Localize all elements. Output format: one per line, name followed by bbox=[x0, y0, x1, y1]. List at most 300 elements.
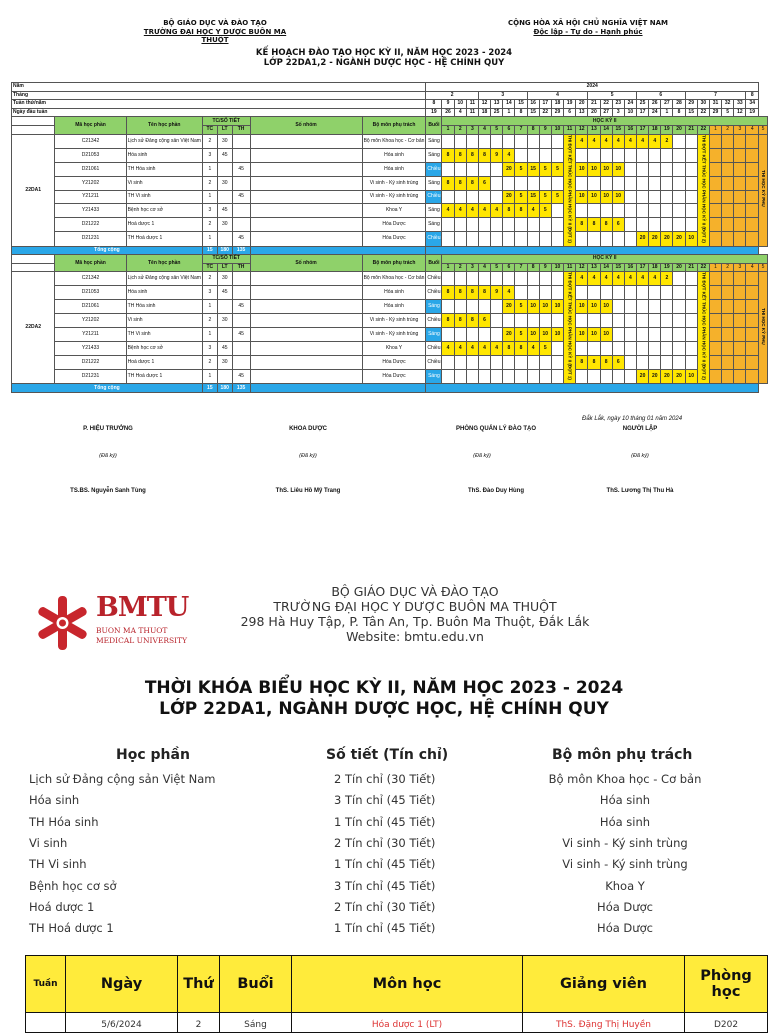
week-hours-cell: 20 bbox=[637, 370, 649, 384]
week-hours-cell: 10 bbox=[612, 190, 624, 204]
course-dept: Hóa Dược bbox=[362, 218, 426, 232]
course-code: D21222 bbox=[55, 218, 126, 232]
logo-sub-line2: MEDICAL UNIVERSITY bbox=[96, 636, 188, 645]
col-header-dept: Bộ môn phụ trách bbox=[362, 255, 426, 272]
course-credits: 1 bbox=[202, 162, 217, 176]
month-row bbox=[12, 91, 768, 100]
subject-name: Hoá dược 1 bbox=[29, 899, 95, 914]
week-hours-cell: 5 bbox=[515, 300, 527, 314]
semester-week-cell: 17 bbox=[637, 125, 649, 134]
week-hours-cell bbox=[673, 272, 685, 286]
school-name: TRƯỜNG ĐẠI HỌC Y DƯỢC BUÔN MA THUỘT bbox=[143, 28, 287, 44]
week-number-cell: 21 bbox=[588, 100, 600, 109]
week-number-cell: 24 bbox=[624, 100, 636, 109]
row-label: Năm bbox=[12, 83, 426, 92]
week-hours-cell: 5 bbox=[539, 162, 551, 176]
week-start-cell: 10 bbox=[624, 108, 636, 117]
course-session: Chiều bbox=[426, 314, 442, 328]
week-hours-cell bbox=[673, 314, 685, 328]
week-start-cell: 26 bbox=[442, 108, 454, 117]
week-number-cell: 18 bbox=[551, 100, 563, 109]
col-header-sub: LT bbox=[217, 263, 232, 272]
course-dept: Khoa Y bbox=[362, 204, 426, 218]
course-code: Y21211 bbox=[55, 190, 126, 204]
summer-week-cell bbox=[722, 356, 734, 370]
week-start-cell: 11 bbox=[466, 108, 478, 117]
week-hours-cell: 8 bbox=[442, 148, 454, 162]
week-hours-cell: 10 bbox=[600, 300, 612, 314]
week-hours-cell: 20 bbox=[673, 232, 685, 246]
week-number-cell: 9 bbox=[442, 100, 454, 109]
col-header-name: Tên học phần bbox=[126, 255, 202, 272]
course-row bbox=[12, 328, 768, 342]
week-hours-cell bbox=[527, 314, 539, 328]
week-hours-cell: 10 bbox=[685, 232, 697, 246]
week-hours-cell: 4 bbox=[588, 134, 600, 148]
semester-week-cell: 8 bbox=[527, 125, 539, 134]
week-hours-cell bbox=[503, 218, 515, 232]
week-start-cell: 20 bbox=[588, 108, 600, 117]
week-start-cell: 13 bbox=[576, 108, 588, 117]
week-hours-cell bbox=[539, 286, 551, 300]
semester-week-cell: 18 bbox=[649, 125, 661, 134]
week-hours-cell bbox=[673, 328, 685, 342]
week-hours-cell bbox=[551, 342, 563, 356]
country-slogan: Độc lập - Tự do - Hạnh phúc bbox=[533, 28, 643, 36]
exam-period-1-label: THI ĐỢT KẾT THÚC HỌC PHẦN HỌC KỲ II (ĐỢT 1) bbox=[567, 272, 573, 381]
course-session: Sáng bbox=[426, 134, 442, 148]
week-hours-cell bbox=[454, 190, 466, 204]
semester-week-cell: 12 bbox=[576, 125, 588, 134]
week-hours-cell bbox=[478, 300, 490, 314]
total-value: 180 bbox=[217, 246, 232, 255]
timetable-title-line2: LỚP 22DA1, NGÀNH DƯỢC HỌC, HỆ CHÍNH QUY bbox=[159, 699, 609, 719]
semester-week-cell: 3 bbox=[734, 263, 746, 272]
week-start-cell: 22 bbox=[697, 108, 709, 117]
week-hours-cell bbox=[673, 190, 685, 204]
website-line: Website: bmtu.edu.vn bbox=[346, 629, 484, 644]
week-hours-cell bbox=[673, 148, 685, 162]
summer-week-cell bbox=[746, 218, 759, 232]
course-code: Y21433 bbox=[55, 204, 126, 218]
row-label: Tháng bbox=[12, 91, 426, 100]
week-hours-cell bbox=[551, 218, 563, 232]
week-hours-cell bbox=[442, 162, 454, 176]
course-theory: 30 bbox=[217, 176, 232, 190]
week-hours-cell bbox=[551, 370, 563, 384]
week-hours-cell bbox=[661, 314, 673, 328]
col-header-groups: Số nhóm bbox=[250, 255, 362, 272]
summer-week-cell bbox=[722, 328, 734, 342]
week-hours-cell: 8 bbox=[454, 286, 466, 300]
summer-exam-label: THI HỌC KỲ PHỤ bbox=[761, 307, 766, 345]
course-dept: Vi sinh - Ký sinh trùng bbox=[362, 314, 426, 328]
summer-week-cell bbox=[709, 370, 721, 384]
course-row bbox=[12, 134, 768, 148]
year-cell: 2024 bbox=[426, 83, 759, 92]
summer-week-cell bbox=[722, 300, 734, 314]
week-hours-cell bbox=[685, 342, 697, 356]
week-hours-cell: 4 bbox=[576, 272, 588, 286]
course-code: C21342 bbox=[55, 272, 126, 286]
week-hours-cell: 4 bbox=[527, 342, 539, 356]
summer-week-cell bbox=[722, 272, 734, 286]
week-hours-cell bbox=[551, 314, 563, 328]
schedule-header-row bbox=[26, 956, 768, 1013]
week-hours-cell bbox=[551, 134, 563, 148]
week-hours-cell bbox=[491, 134, 503, 148]
total-value: 15 bbox=[202, 384, 217, 393]
subject-credits: 3 Tín chỉ (45 Tiết) bbox=[334, 878, 436, 893]
subject-row bbox=[0, 879, 768, 899]
week-hours-cell bbox=[624, 190, 636, 204]
week-hours-cell bbox=[673, 218, 685, 232]
week-hours-cell: 10 bbox=[600, 328, 612, 342]
subject-row bbox=[0, 772, 768, 792]
total-blank bbox=[426, 384, 759, 393]
week-hours-cell: 8 bbox=[503, 342, 515, 356]
week-hours-cell bbox=[637, 204, 649, 218]
timetable-title-line1: THỜI KHÓA BIỂU HỌC KỲ II, NĂM HỌC 2023 - 2024 bbox=[144, 678, 624, 698]
semester-week-cell: 16 bbox=[624, 125, 636, 134]
week-hours-cell bbox=[661, 286, 673, 300]
total-value: 135 bbox=[232, 384, 250, 393]
month-cell: 7 bbox=[685, 91, 746, 100]
week-start-cell: 15 bbox=[527, 108, 539, 117]
week-hours-cell bbox=[637, 314, 649, 328]
week-hours-cell: 20 bbox=[649, 232, 661, 246]
week-hours-cell: 8 bbox=[600, 356, 612, 370]
week-hours-cell: 4 bbox=[588, 272, 600, 286]
course-dept: Bộ môn Khoa học - Cơ bản bbox=[362, 134, 426, 148]
course-practice: 45 bbox=[232, 162, 250, 176]
week-hours-cell bbox=[612, 300, 624, 314]
signer-name: ThS. Đào Duy Hùng bbox=[468, 488, 524, 494]
week-hours-cell: 4 bbox=[576, 134, 588, 148]
semester-header: HỌC KỲ II bbox=[442, 117, 768, 126]
week-hours-cell bbox=[661, 218, 673, 232]
week-hours-cell bbox=[685, 328, 697, 342]
summer-week-cell bbox=[722, 370, 734, 384]
summer-week-cell bbox=[709, 286, 721, 300]
semester-week-cell: 21 bbox=[685, 263, 697, 272]
week-hours-cell bbox=[624, 300, 636, 314]
semester-week-cell: 9 bbox=[539, 263, 551, 272]
semester-week-cell: 20 bbox=[673, 125, 685, 134]
week-hours-cell bbox=[539, 218, 551, 232]
week-hours-cell: 4 bbox=[637, 272, 649, 286]
week-hours-cell bbox=[661, 148, 673, 162]
course-dept: Vi sinh - Ký sinh trùng bbox=[362, 190, 426, 204]
week-hours-cell: 6 bbox=[612, 218, 624, 232]
course-code: Y21202 bbox=[55, 176, 126, 190]
summer-week-cell bbox=[746, 190, 759, 204]
week-hours-cell: 5 bbox=[539, 342, 551, 356]
week-hours-cell bbox=[515, 148, 527, 162]
course-code: D21061 bbox=[55, 300, 126, 314]
course-session: Chiều bbox=[426, 286, 442, 300]
summer-week-cell bbox=[709, 218, 721, 232]
week-start-cell: 27 bbox=[600, 108, 612, 117]
week-hours-cell bbox=[637, 286, 649, 300]
course-practice: 45 bbox=[232, 328, 250, 342]
week-hours-cell: 5 bbox=[551, 190, 563, 204]
class-label: 22DA2 bbox=[12, 272, 55, 384]
col-header-dept: Bộ môn phụ trách bbox=[552, 747, 693, 763]
summer-week-cell bbox=[709, 328, 721, 342]
week-hours-cell bbox=[466, 218, 478, 232]
week-hours-cell: 5 bbox=[539, 204, 551, 218]
course-dept: Khoa Y bbox=[362, 342, 426, 356]
course-groups bbox=[250, 342, 362, 356]
signed-note: (Đã ký) bbox=[631, 453, 649, 459]
semester-week-cell: 15 bbox=[612, 125, 624, 134]
week-hours-cell bbox=[527, 134, 539, 148]
course-practice: 45 bbox=[232, 370, 250, 384]
course-name: TH Vi sinh bbox=[126, 190, 202, 204]
subject-name: Vi sinh bbox=[29, 835, 68, 850]
course-theory bbox=[217, 190, 232, 204]
week-hours-cell: 10 bbox=[539, 300, 551, 314]
schedule-cell-session: Sáng bbox=[220, 1013, 292, 1033]
summer-exam-label: THI HỌC KỲ PHỤ bbox=[761, 170, 766, 207]
school-line: TRƯỜNG ĐẠI HỌC Y DƯỢC BUÔN MA THUỘT bbox=[273, 599, 557, 614]
semester-week-cell: 7 bbox=[515, 263, 527, 272]
summer-week-cell bbox=[746, 356, 759, 370]
summer-week-cell bbox=[709, 356, 721, 370]
schedule-row bbox=[26, 1013, 768, 1033]
course-credits: 1 bbox=[202, 328, 217, 342]
schedule-header: Môn học bbox=[292, 956, 523, 1013]
semester-week-cell: 4 bbox=[746, 263, 759, 272]
week-hours-cell bbox=[588, 232, 600, 246]
week-hours-cell bbox=[600, 286, 612, 300]
exam-period-1 bbox=[564, 272, 576, 384]
semester-week-cell: 4 bbox=[478, 263, 490, 272]
schedule-cell-week bbox=[26, 1013, 66, 1033]
training-plan-table bbox=[11, 82, 768, 393]
course-theory bbox=[217, 370, 232, 384]
week-hours-cell: 4 bbox=[600, 272, 612, 286]
week-number-cell: 27 bbox=[661, 100, 673, 109]
week-hours-cell bbox=[661, 300, 673, 314]
course-practice bbox=[232, 134, 250, 148]
week-start-cell: 4 bbox=[454, 108, 466, 117]
course-groups bbox=[250, 190, 362, 204]
semester-week-cell: 4 bbox=[478, 125, 490, 134]
course-session: Chiều bbox=[426, 356, 442, 370]
subject-dept: Hóa Dược bbox=[597, 921, 653, 936]
week-hours-cell: 10 bbox=[576, 300, 588, 314]
col-header-code: Mã học phần bbox=[55, 255, 126, 272]
schedule-header: Thứ bbox=[178, 956, 220, 1013]
subject-name: Lịch sử Đảng cộng sản Việt Nam bbox=[29, 772, 216, 786]
course-name: Bệnh học cơ sở bbox=[126, 342, 202, 356]
week-start-cell: 12 bbox=[734, 108, 746, 117]
week-hours-cell bbox=[649, 286, 661, 300]
col-header-session: Buổi bbox=[426, 255, 442, 272]
week-hours-cell bbox=[503, 356, 515, 370]
week-hours-cell bbox=[673, 134, 685, 148]
week-hours-cell bbox=[661, 176, 673, 190]
week-hours-cell: 4 bbox=[637, 134, 649, 148]
role-pharmacy-faculty: KHOA DƯỢC bbox=[289, 426, 327, 432]
week-hours-cell: 10 bbox=[551, 328, 563, 342]
subject-row bbox=[0, 900, 768, 920]
week-hours-cell bbox=[466, 232, 478, 246]
semester-week-cell: 18 bbox=[649, 263, 661, 272]
course-theory bbox=[217, 162, 232, 176]
summer-week-cell bbox=[734, 218, 746, 232]
course-session: Sáng bbox=[426, 204, 442, 218]
week-hours-cell bbox=[624, 218, 636, 232]
week-number-cell: 10 bbox=[454, 100, 466, 109]
week-hours-cell bbox=[612, 314, 624, 328]
week-hours-cell: 4 bbox=[600, 134, 612, 148]
signature-date: Đắk Lắk, ngày 10 tháng 01 năm 2024 bbox=[582, 416, 683, 422]
week-hours-cell bbox=[637, 176, 649, 190]
week-hours-cell bbox=[685, 300, 697, 314]
schedule-header: Tuần bbox=[26, 956, 66, 1013]
week-hours-cell bbox=[551, 232, 563, 246]
week-hours-cell bbox=[442, 190, 454, 204]
week-hours-cell bbox=[503, 134, 515, 148]
country-motto: CỘNG HÒA XÃ HỘI CHỦ NGHĨA VIỆT NAM bbox=[507, 19, 668, 27]
week-hours-cell bbox=[685, 314, 697, 328]
course-credits: 2 bbox=[202, 134, 217, 148]
week-hours-cell bbox=[624, 314, 636, 328]
summer-week-cell bbox=[746, 328, 759, 342]
semester-week-cell: 1 bbox=[442, 263, 454, 272]
course-credits: 1 bbox=[202, 232, 217, 246]
exam-period-1 bbox=[564, 134, 576, 246]
week-hours-cell bbox=[454, 370, 466, 384]
week-hours-cell: 5 bbox=[515, 190, 527, 204]
week-hours-cell bbox=[661, 328, 673, 342]
month-cell: 3 bbox=[478, 91, 527, 100]
week-hours-cell bbox=[661, 190, 673, 204]
week-hours-cell: 8 bbox=[478, 148, 490, 162]
exam-period-2 bbox=[697, 272, 709, 384]
semester-week-cell: 5 bbox=[759, 125, 768, 134]
course-code: C21342 bbox=[55, 134, 126, 148]
week-hours-cell bbox=[478, 328, 490, 342]
course-dept: Hóa Dược bbox=[362, 370, 426, 384]
week-hours-cell bbox=[503, 232, 515, 246]
subject-name: TH Hóa sinh bbox=[29, 814, 99, 829]
semester-week-cell: 22 bbox=[697, 263, 709, 272]
course-credits: 2 bbox=[202, 272, 217, 286]
week-hours-cell: 4 bbox=[491, 342, 503, 356]
week-hours-cell bbox=[478, 232, 490, 246]
week-hours-cell bbox=[624, 148, 636, 162]
logo-text: BMTU bbox=[96, 592, 189, 623]
week-hours-cell: 8 bbox=[588, 356, 600, 370]
course-session: Chiều bbox=[426, 162, 442, 176]
course-name: Vi sinh bbox=[126, 314, 202, 328]
week-hours-cell bbox=[466, 162, 478, 176]
week-hours-cell bbox=[588, 314, 600, 328]
week-hours-cell bbox=[466, 134, 478, 148]
month-cell: 8 bbox=[746, 91, 759, 100]
summer-week-cell bbox=[734, 272, 746, 286]
course-row bbox=[12, 370, 768, 384]
course-groups bbox=[250, 356, 362, 370]
week-hours-cell bbox=[491, 328, 503, 342]
semester-week-cell: 1 bbox=[709, 263, 721, 272]
subject-row bbox=[0, 921, 768, 941]
week-hours-cell bbox=[527, 176, 539, 190]
week-hours-cell bbox=[685, 286, 697, 300]
schedule-cell-weekday: 2 bbox=[178, 1013, 220, 1033]
week-hours-cell bbox=[491, 190, 503, 204]
summer-week-cell bbox=[709, 300, 721, 314]
week-hours-cell bbox=[576, 148, 588, 162]
week-hours-cell bbox=[649, 162, 661, 176]
col-header-sub: TH bbox=[232, 125, 250, 134]
summer-week-cell bbox=[746, 134, 759, 148]
semester-week-cell: 15 bbox=[612, 263, 624, 272]
summer-week-cell bbox=[734, 190, 746, 204]
summer-week-cell bbox=[734, 300, 746, 314]
week-hours-cell: 4 bbox=[624, 272, 636, 286]
course-session: Sáng bbox=[426, 176, 442, 190]
week-hours-cell bbox=[588, 176, 600, 190]
week-hours-cell bbox=[515, 176, 527, 190]
summer-week-cell bbox=[746, 286, 759, 300]
university-info bbox=[205, 584, 625, 644]
course-groups bbox=[250, 176, 362, 190]
semester-week-cell: 5 bbox=[491, 263, 503, 272]
summer-week-cell bbox=[746, 300, 759, 314]
week-number-cell: 11 bbox=[466, 100, 478, 109]
week-hours-cell bbox=[527, 232, 539, 246]
summer-week-cell bbox=[734, 232, 746, 246]
course-session: Chiều bbox=[426, 190, 442, 204]
week-hours-cell: 5 bbox=[515, 328, 527, 342]
summer-week-cell bbox=[722, 218, 734, 232]
col-header-code: Mã học phần bbox=[55, 117, 126, 134]
week-start-cell: 24 bbox=[649, 108, 661, 117]
course-row bbox=[12, 356, 768, 370]
course-practice bbox=[232, 204, 250, 218]
week-start-cell: 6 bbox=[564, 108, 576, 117]
col-header-sub: TH bbox=[232, 263, 250, 272]
week-hours-cell: 8 bbox=[466, 286, 478, 300]
week-start-cell: 1 bbox=[661, 108, 673, 117]
course-code: D21053 bbox=[55, 148, 126, 162]
total-row bbox=[12, 384, 768, 393]
subject-row bbox=[0, 836, 768, 856]
week-hours-cell bbox=[466, 356, 478, 370]
week-hours-cell bbox=[661, 162, 673, 176]
summer-week-cell bbox=[734, 370, 746, 384]
semester-week-cell: 1 bbox=[442, 125, 454, 134]
week-start-cell: 3 bbox=[612, 108, 624, 117]
week-hours-cell: 20 bbox=[673, 370, 685, 384]
course-practice: 45 bbox=[232, 232, 250, 246]
week-row bbox=[12, 100, 768, 109]
week-hours-cell bbox=[637, 162, 649, 176]
summer-week-cell bbox=[722, 176, 734, 190]
exam-period-2-label: THI ĐỢT KẾT THÚC HỌC PHẦN HỌC KỲ II (ĐỢT 2) bbox=[701, 134, 707, 243]
week-hours-cell: 4 bbox=[478, 342, 490, 356]
week-hours-cell bbox=[491, 162, 503, 176]
week-hours-cell bbox=[649, 356, 661, 370]
timetable-title bbox=[0, 678, 768, 720]
semester-week-cell: 2 bbox=[722, 125, 734, 134]
week-hours-cell: 6 bbox=[478, 314, 490, 328]
